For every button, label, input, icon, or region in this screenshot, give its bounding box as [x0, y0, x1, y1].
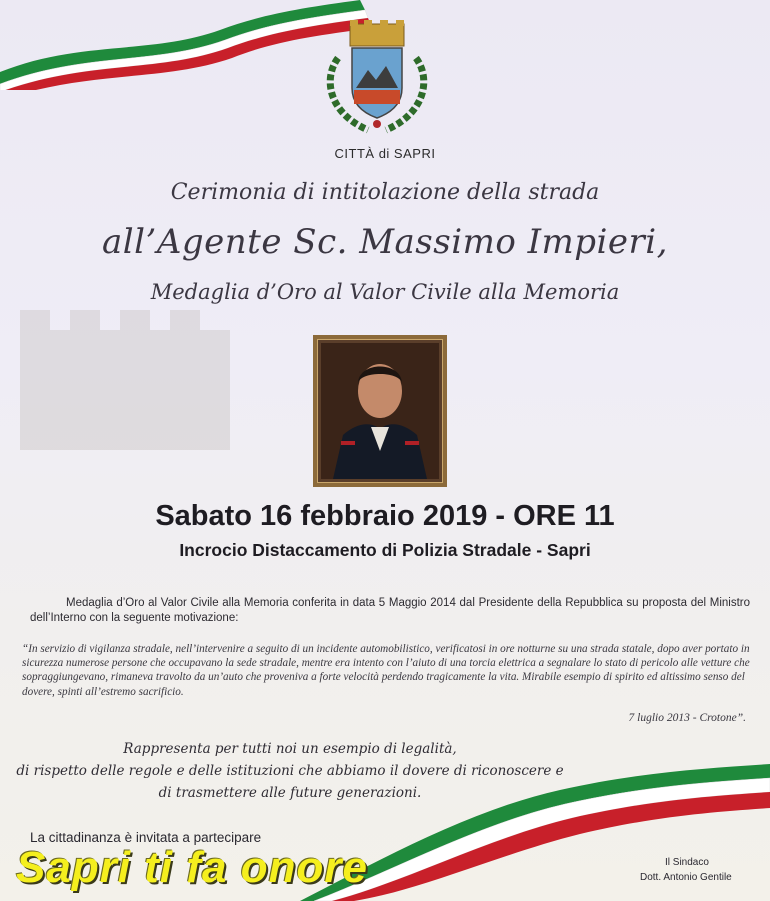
closing-line-1: Rappresenta per tutti noi un esempio di legalità,: [123, 741, 457, 757]
event-date-time: Sabato 16 febbraio 2019 - ORE 11: [155, 500, 615, 532]
ceremony-title: Cerimonia di intitolazione della strada: [170, 180, 600, 205]
motivation-reference: 7 luglio 2013 - Crotone”.: [628, 712, 746, 724]
slogan-text: Sapri ti fa onore: [16, 843, 368, 892]
city-coat-of-arms-icon: [318, 18, 436, 136]
city-name: CITTÀ di SAPRI: [334, 146, 436, 161]
event-location: Incrocio Distaccamento di Polizia Stradale - Sapri: [179, 540, 591, 560]
invitation-text: La cittadinanza è invitata a partecipare: [30, 830, 262, 845]
portrait-photo-image: [321, 343, 439, 479]
closing-line-3: di trasmettere alle future generazioni.: [158, 785, 422, 801]
closing-line-2: di rispetto delle regole e delle istituzioni che abbiamo il dovere di riconoscere e: [16, 763, 564, 779]
signature-name: Dott. Antonio Gentile: [640, 872, 732, 883]
portrait-photo: [313, 335, 447, 487]
medal-title: Medaglia d’Oro al Valor Civile alla Memoria: [150, 280, 620, 304]
castle-watermark-icon: [0, 290, 250, 450]
signature-role: Il Sindaco: [665, 857, 709, 868]
motivation-intro: Medaglia d’Oro al Valor Civile alla Memoria conferita in data 5 Maggio 2014 dal Presidente della Repubblica su proposta del Ministro dell’Interno con la seguente motivazione:: [30, 597, 750, 624]
honoree-title: all’Agente Sc. Massimo Impieri,: [102, 222, 668, 262]
motivation-quote: “In servizio di vigilanza stradale, nell’intervenire a seguito di un incidente automobilistico, verificatosi in ore notturne su una strada statale, dopo aver portato in sicurezza numerose persone che occupavano la sede stradale, mentre era intento con l’aiuto di una torcia elettrica a segnalare lo stato di pericolo alle vetture che sopraggiungevano, rimaneva travolto da un’auto che proveniva a forte velocità perdendo tragicamente la vita. Mirabile esempio di spirito ed altissimo senso del dovere, spinti all’estremo sacrificio.: [22, 643, 750, 698]
